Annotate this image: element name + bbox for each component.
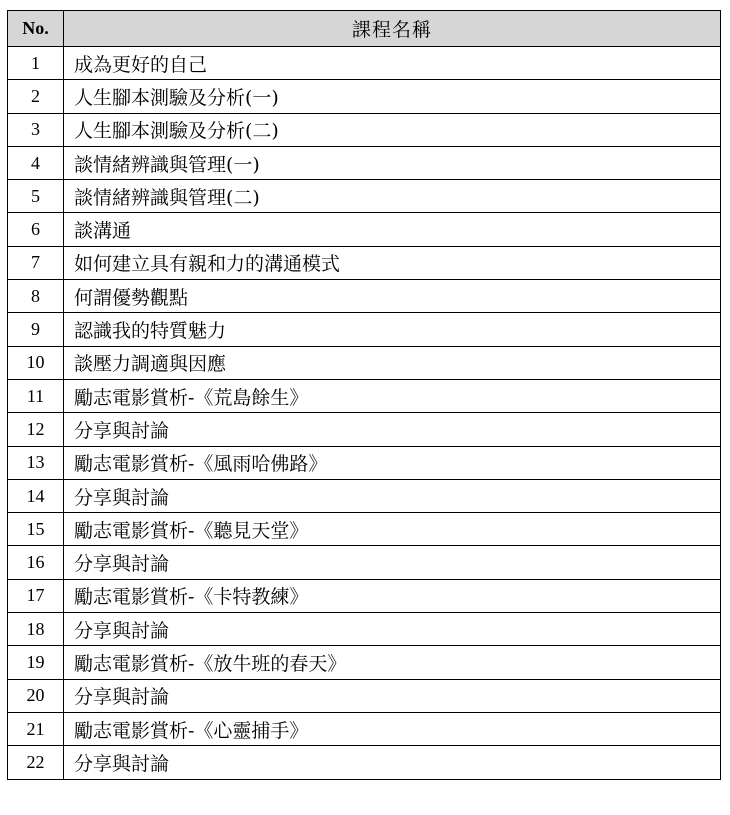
- row-number-cell: 1: [8, 47, 64, 80]
- row-number-cell: 4: [8, 146, 64, 179]
- course-name-cell: 談溝通: [64, 213, 721, 246]
- column-header-course-name: 課程名稱: [64, 11, 721, 47]
- table-row: [8, 646, 721, 679]
- course-name-cell: 分享與討論: [64, 679, 721, 712]
- row-number-cell: 16: [8, 546, 64, 579]
- table-row: [8, 80, 721, 113]
- course-name-cell: 分享與討論: [64, 613, 721, 646]
- row-number-cell: 18: [8, 613, 64, 646]
- table-row: [8, 280, 721, 313]
- row-number-cell: 3: [8, 113, 64, 146]
- table-row: [8, 546, 721, 579]
- table-row: [8, 712, 721, 745]
- row-number-cell: 6: [8, 213, 64, 246]
- course-name-cell: 勵志電影賞析-《荒島餘生》: [64, 379, 721, 412]
- course-name-cell: 如何建立具有親和力的溝通模式: [64, 246, 721, 279]
- course-name-cell: 勵志電影賞析-《聽見天堂》: [64, 513, 721, 546]
- table-row: [8, 213, 721, 246]
- row-number-cell: 15: [8, 513, 64, 546]
- table-row: [8, 746, 721, 779]
- course-name-cell: 人生腳本測驗及分析(一): [64, 80, 721, 113]
- course-name-cell: 分享與討論: [64, 546, 721, 579]
- table-row: [8, 313, 721, 346]
- row-number-cell: 8: [8, 280, 64, 313]
- table-row: [8, 513, 721, 546]
- table-row: [8, 613, 721, 646]
- row-number-cell: 2: [8, 80, 64, 113]
- row-number-cell: 9: [8, 313, 64, 346]
- row-number-cell: 19: [8, 646, 64, 679]
- course-name-cell: 勵志電影賞析-《心靈捕手》: [64, 712, 721, 745]
- row-number-cell: 10: [8, 346, 64, 379]
- course-name-cell: 勵志電影賞析-《風雨哈佛路》: [64, 446, 721, 479]
- table-row: [8, 180, 721, 213]
- table-row: [8, 379, 721, 412]
- row-number-cell: 14: [8, 479, 64, 512]
- table-row: [8, 47, 721, 80]
- column-header-no: No.: [8, 11, 64, 47]
- course-name-cell: 分享與討論: [64, 413, 721, 446]
- course-table: [7, 10, 721, 780]
- table-row: [8, 479, 721, 512]
- table-row: [8, 113, 721, 146]
- row-number-cell: 7: [8, 246, 64, 279]
- course-name-cell: 何謂優勢觀點: [64, 280, 721, 313]
- header-row: [8, 11, 721, 47]
- course-name-cell: 勵志電影賞析-《卡特教練》: [64, 579, 721, 612]
- course-name-cell: 談壓力調適與因應: [64, 346, 721, 379]
- row-number-cell: 5: [8, 180, 64, 213]
- row-number-cell: 20: [8, 679, 64, 712]
- course-name-cell: 談情緒辨識與管理(一): [64, 146, 721, 179]
- table-row: [8, 346, 721, 379]
- table-row: [8, 579, 721, 612]
- table-row: [8, 413, 721, 446]
- row-number-cell: 22: [8, 746, 64, 779]
- table-body: [8, 47, 721, 780]
- course-name-cell: 成為更好的自己: [64, 47, 721, 80]
- row-number-cell: 13: [8, 446, 64, 479]
- table-row: [8, 146, 721, 179]
- course-name-cell: 分享與討論: [64, 746, 721, 779]
- course-name-cell: 人生腳本測驗及分析(二): [64, 113, 721, 146]
- row-number-cell: 11: [8, 379, 64, 412]
- row-number-cell: 17: [8, 579, 64, 612]
- course-name-cell: 勵志電影賞析-《放牛班的春天》: [64, 646, 721, 679]
- course-name-cell: 認識我的特質魅力: [64, 313, 721, 346]
- table-header: [8, 11, 721, 47]
- row-number-cell: 21: [8, 712, 64, 745]
- course-table-container: [7, 10, 720, 780]
- course-name-cell: 談情緒辨識與管理(二): [64, 180, 721, 213]
- table-row: [8, 446, 721, 479]
- row-number-cell: 12: [8, 413, 64, 446]
- table-row: [8, 246, 721, 279]
- table-row: [8, 679, 721, 712]
- course-name-cell: 分享與討論: [64, 479, 721, 512]
